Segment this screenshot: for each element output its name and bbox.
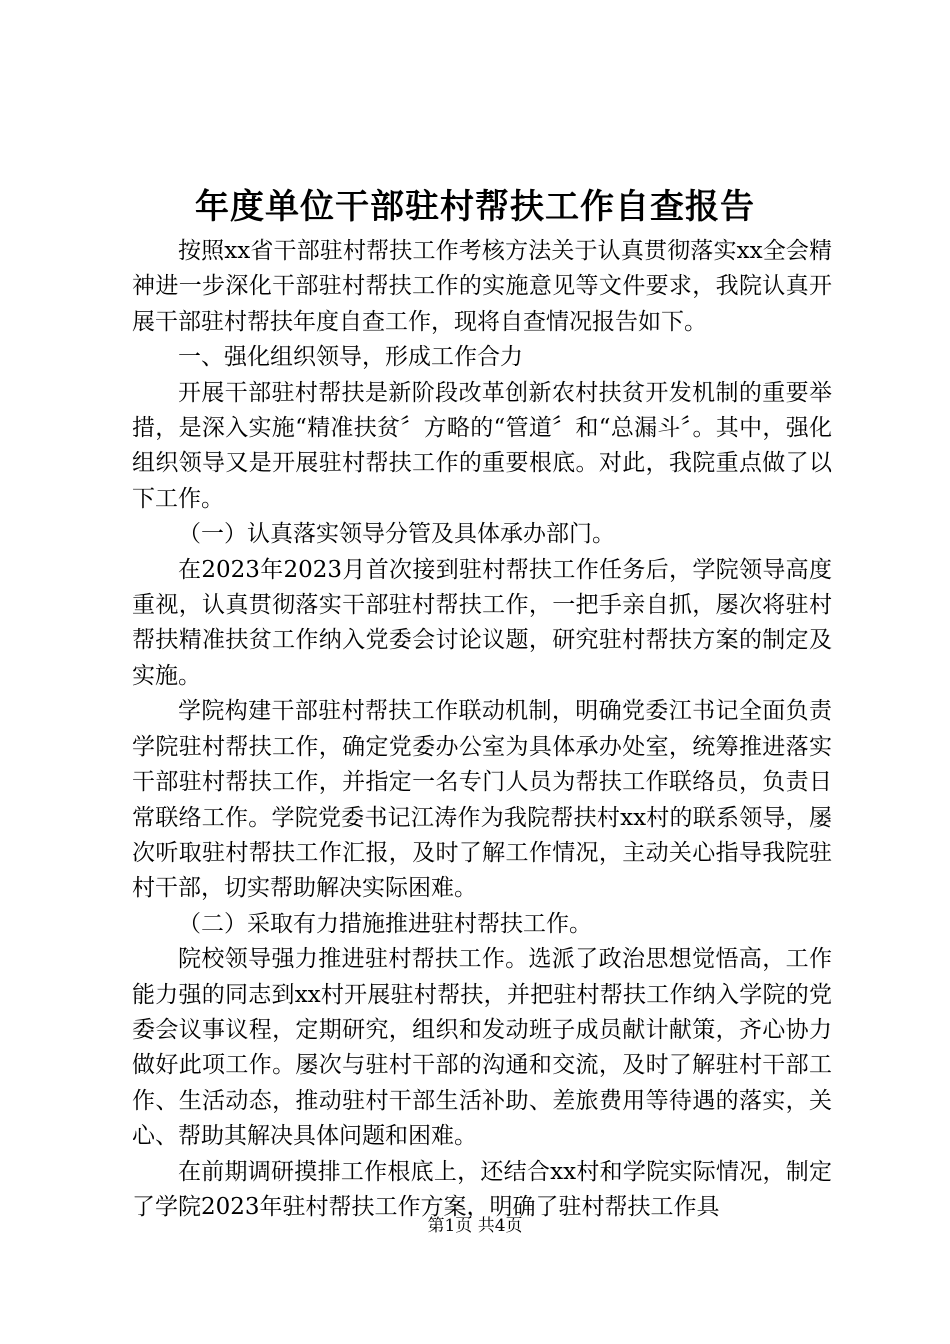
section-heading-1: 一、强化组织领导，形成工作合力: [178, 344, 523, 371]
document-body: [132, 234, 832, 1225]
body-paragraph: 在前期调研摸排工作根底上，还结合xx村和学院实际情况，制定了学院2023年驻村帮扶工作方案，明确了驻村帮扶工作具: [132, 1158, 832, 1220]
body-paragraph: 开展干部驻村帮扶是新阶段改革创新农村扶贫开发机制的重要举措，是深入实施“精准扶贫〞方略的“管道〞和“总漏斗〞。其中，强化组织领导又是开展驻村帮扶工作的重要根底。对此，我院重点做了以下工作。: [132, 379, 832, 512]
page-footer: 第1页 共4页: [427, 1216, 523, 1236]
intro-paragraph: 按照xx省干部驻村帮扶工作考核方法关于认真贯彻落实xx全会精神进一步深化干部驻村帮扶工作的实施意见等文件要求，我院认真开展干部驻村帮扶年度自查工作，现将自查情况报告如下。: [132, 238, 832, 335]
body-paragraph: 在2023年2023月首次接到驻村帮扶工作任务后，学院领导高度重视，认真贯彻落实干部驻村帮扶工作，一把手亲自抓，屡次将驻村帮扶精准扶贫工作纳入党委会讨论议题，研究驻村帮扶方案的制定及实施。: [132, 556, 832, 689]
document-title: 年度单位干部驻村帮扶工作自查报告: [195, 187, 755, 227]
body-paragraph: 院校领导强力推进驻村帮扶工作。选派了政治思想觉悟高，工作能力强的同志到xx村开展驻村帮扶，并把驻村帮扶工作纳入学院的党委会议事议程，定期研究，组织和发动班子成员献计献策，齐心协力做好此项工作。屡次与驻村干部的沟通和交流，及时了解驻村干部工作、生活动态，推动驻村干部生活补助、差旅费用等待遇的落实，关心、帮助其解决具体问题和困难。: [132, 946, 832, 1150]
body-paragraph: 学院构建干部驻村帮扶工作联动机制，明确党委江书记全面负责学院驻村帮扶工作，确定党委办公室为具体承办处室，统筹推进落实干部驻村帮扶工作，并指定一名专门人员为帮扶工作联络员，负责日常联络工作。学院党委书记江涛作为我院帮扶村xx村的联系领导，屡次听取驻村帮扶工作汇报，及时了解工作情况，主动关心指导我院驻村干部，切实帮助解决实际困难。: [132, 698, 832, 902]
sub-heading-1: （一）认真落实领导分管及具体承办部门。: [178, 521, 615, 548]
sub-heading-2: （二）采取有力措施推进驻村帮扶工作。: [178, 910, 592, 937]
